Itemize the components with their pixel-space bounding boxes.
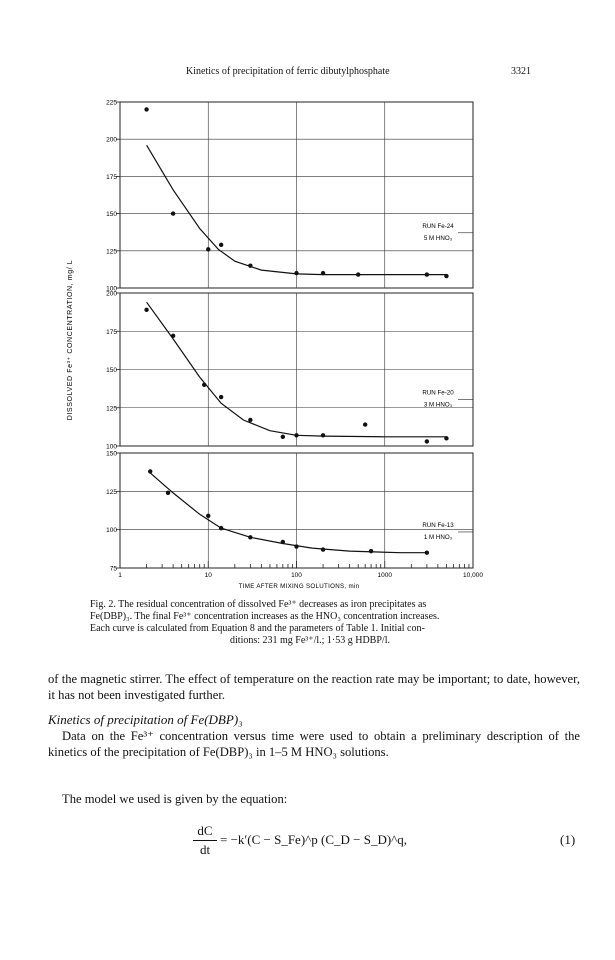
caption-line: Fe(DBP)₃. The final Fe³⁺ concentration increases as the HNO₃ concentration increases. bbox=[90, 611, 440, 622]
x-tick-label: 1 bbox=[118, 572, 122, 579]
caption-line: ditions: 231 mg Fe³⁺/l.; 1·53 g HDBP/l. bbox=[230, 635, 390, 646]
y-tick-label: 200 bbox=[106, 290, 117, 298]
y-tick-label: 125 bbox=[106, 248, 117, 256]
caption-line: Each curve is calculated from Equation 8 and the parameters of Table 1. Initial con- bbox=[90, 623, 425, 634]
data-point bbox=[444, 436, 448, 440]
figure-caption bbox=[90, 599, 530, 647]
run-acid-label: 3 M HNO₃ bbox=[423, 401, 453, 409]
data-point bbox=[294, 271, 298, 275]
y-tick-label: 100 bbox=[106, 285, 117, 293]
section-heading: Kinetics of precipitation of Fe(DBP)₃ bbox=[48, 712, 243, 727]
data-point bbox=[321, 547, 325, 551]
run-acid-label: 5 M HNO₃ bbox=[423, 234, 453, 242]
fraction-bar bbox=[193, 840, 217, 841]
y-tick-label: 125 bbox=[106, 405, 117, 413]
y-tick-label: 100 bbox=[106, 527, 117, 535]
y-tick-label: 175 bbox=[106, 173, 117, 181]
data-point bbox=[148, 469, 152, 473]
equation-number: (1) bbox=[560, 832, 576, 847]
data-point bbox=[281, 435, 285, 439]
run-label: RUN Fe-24 bbox=[422, 222, 454, 230]
data-point bbox=[206, 247, 210, 251]
run-label: RUN Fe-13 bbox=[422, 521, 454, 529]
data-point bbox=[294, 544, 298, 548]
y-tick-label: 100 bbox=[106, 443, 117, 451]
data-point bbox=[206, 514, 210, 518]
y-tick-label: 150 bbox=[106, 450, 117, 458]
y-tick-label: 125 bbox=[106, 488, 117, 496]
data-point bbox=[248, 535, 252, 539]
caption-line: Fig. 2. The residual concentration of dissolved Fe³⁺ decreases as iron precipitates as bbox=[90, 599, 427, 610]
data-point bbox=[171, 334, 175, 338]
chart-panel-top bbox=[106, 100, 473, 293]
data-point bbox=[363, 422, 367, 426]
data-point bbox=[144, 107, 148, 111]
data-point bbox=[425, 550, 429, 554]
data-point bbox=[166, 491, 170, 495]
data-point bbox=[248, 263, 252, 267]
chart-panel-bottom bbox=[106, 451, 473, 573]
body-paragraph: of the magnetic stirrer. The effect of temperature on the reaction rate may be important; to date, however, it has not been investigated further. bbox=[48, 672, 580, 702]
data-point bbox=[281, 540, 285, 544]
data-point bbox=[248, 418, 252, 422]
data-point bbox=[321, 433, 325, 437]
data-point bbox=[202, 383, 206, 387]
y-tick-label: 150 bbox=[106, 367, 117, 374]
y-tick-label: 225 bbox=[106, 99, 117, 107]
data-point bbox=[356, 272, 360, 276]
data-point bbox=[425, 272, 429, 276]
data-point bbox=[294, 433, 298, 437]
data-point bbox=[144, 308, 148, 312]
y-tick-label: 200 bbox=[106, 136, 117, 144]
x-tick-label: 10 bbox=[204, 572, 212, 579]
y-tick-label: 150 bbox=[106, 211, 117, 219]
body-paragraph: Data on the Fe³⁺ concentration versus time were used to obtain a preliminary description of the kinetics of the precipitation of Fe(DBP)₃ in 1–5 M HNO₃ solutions. bbox=[48, 729, 580, 759]
x-tick-label: 100 bbox=[291, 572, 302, 579]
data-point bbox=[321, 271, 325, 275]
data-point bbox=[171, 211, 175, 215]
page-number: 3321 bbox=[511, 66, 531, 77]
data-point bbox=[444, 274, 448, 278]
data-point bbox=[425, 439, 429, 443]
x-axis-label: TIME AFTER MIXING SOLUTIONS, min bbox=[238, 583, 360, 590]
chart-panel-middle bbox=[106, 291, 473, 451]
equation-denominator: dt bbox=[199, 842, 211, 857]
body-paragraph: The model we used is given by the equation: bbox=[62, 792, 288, 806]
run-label: RUN Fe-20 bbox=[422, 389, 454, 397]
equation-numerator: dC bbox=[197, 823, 213, 838]
fitted-curve bbox=[150, 473, 427, 553]
equation-rhs: = −k′(C − S_Fe)^p (C_D − S_D)^q, bbox=[220, 832, 408, 847]
data-point bbox=[369, 549, 373, 553]
x-tick-label: 1000 bbox=[377, 572, 392, 579]
run-acid-label: 1 M HNO₃ bbox=[423, 533, 453, 541]
x-tick-label: 10,000 bbox=[463, 572, 483, 579]
data-point bbox=[219, 395, 223, 399]
data-point bbox=[219, 243, 223, 247]
y-tick-label: 175 bbox=[106, 328, 117, 336]
y-axis-label: DISSOLVED Fe³⁺ CONCENTRATION, mg/ L bbox=[67, 259, 74, 421]
data-point bbox=[219, 526, 223, 530]
running-title: Kinetics of precipitation of ferric dibutylphosphate bbox=[186, 66, 390, 77]
y-tick-label: 75 bbox=[109, 565, 117, 573]
